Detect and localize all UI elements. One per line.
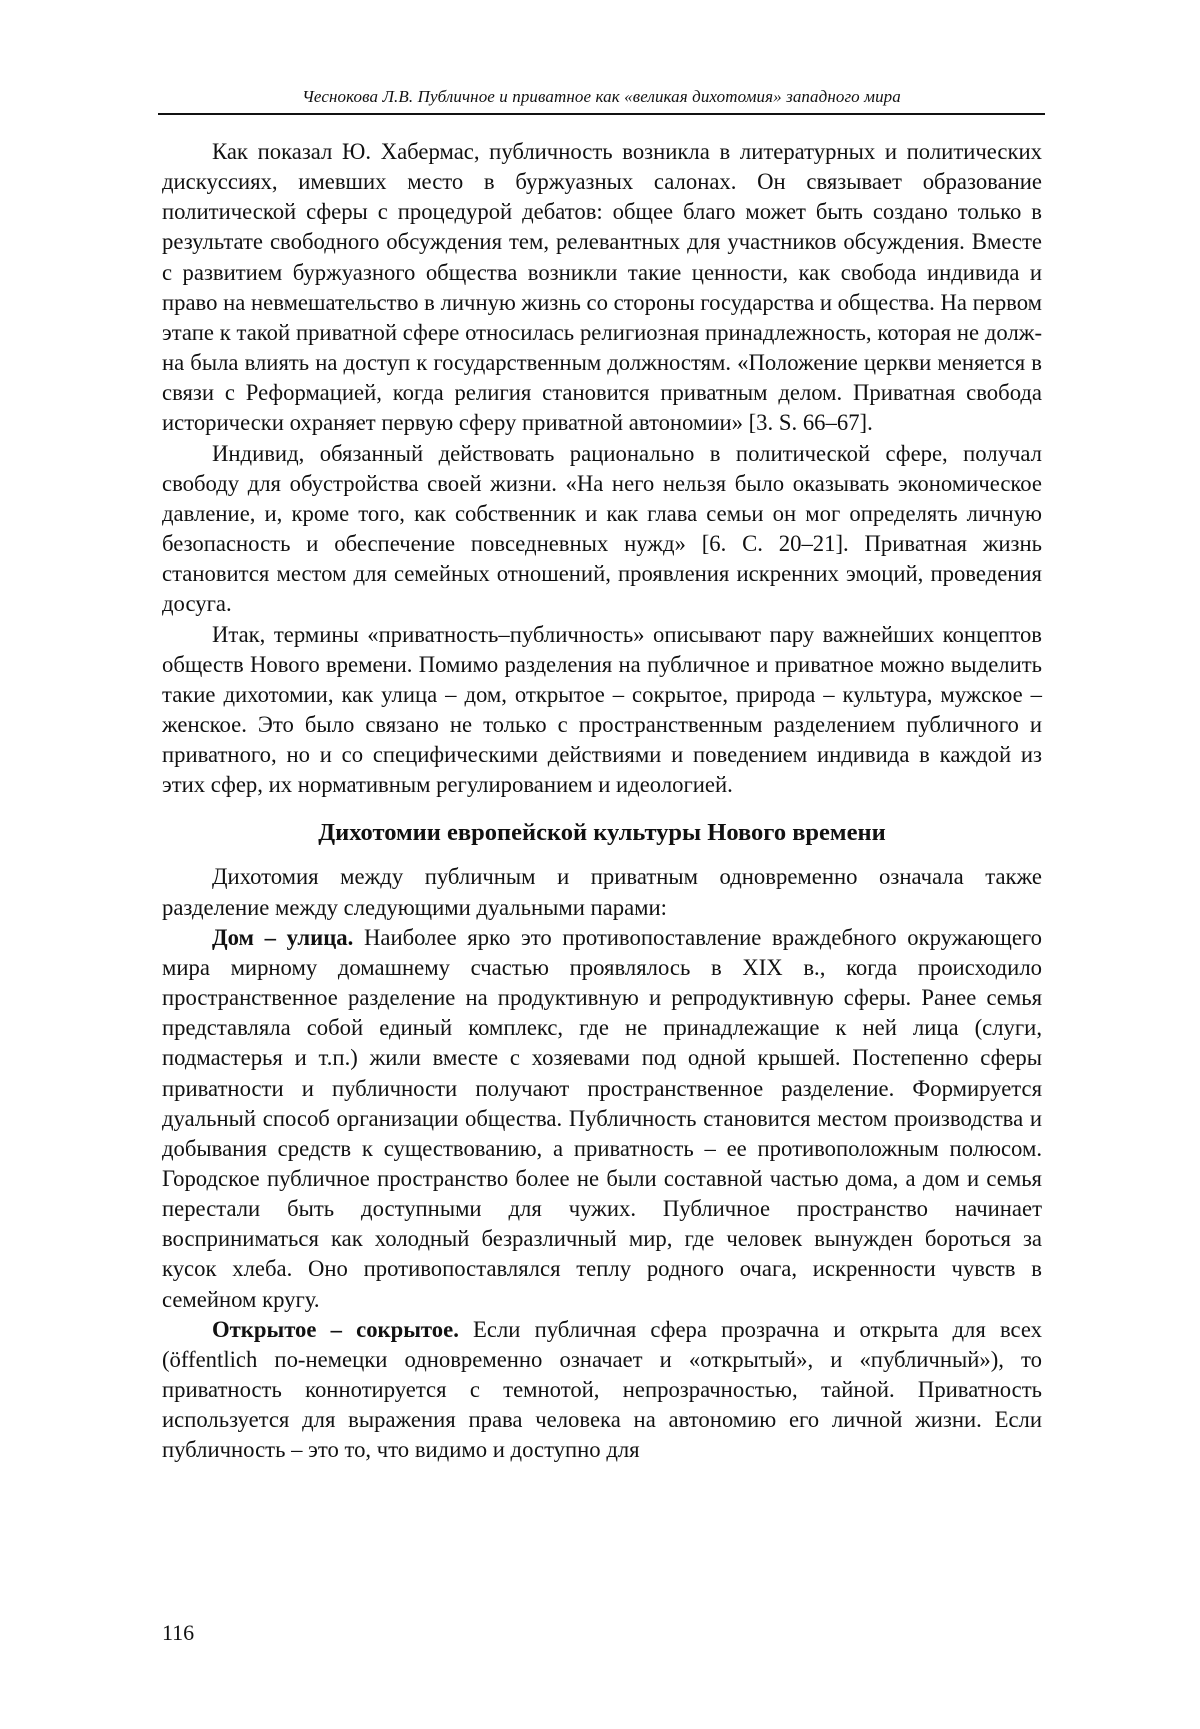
paragraph-5-text: Наиболее ярко это противопоставление враждебного окружающего мира мирному домашнему счастью проявлялось в XIX в., когда происходило пространственное разделение на продуктивную и репродуктивную сферы. Ранее семья представляла собой единый комплекс, где не принадлежащие к ней лица (слуги, подмастерья и т.п.) жили вместе с хозяевами под одной крышей. Постепенно сферы приватности и публичности получают пространственное разделение. Формируется дуальный способ организации общества. Публичность становится местом производства и добывания средств к существованию, а приватность – ее противоположным полюсом. Городское публичное пространство более не были составной частью дома, а дом и семья перестали быть доступными для чужих. Публичное пространство начинает восприниматься как холодный безразличный мир, где человек вынужден бороться за кусок хлеба. Оно противопоставлялся теплу родного очага, искренности чувств в семейном кругу.	[162, 924, 1042, 1312]
section-heading: Дихотомии европейской культуры Нового времени	[318, 819, 886, 847]
paragraph-4: Дихотомия между публичным и приватным одновременно означала также разделение между следующими дуальными парами:	[162, 864, 1042, 920]
header-rule	[158, 113, 1045, 115]
page-number: 116	[162, 1620, 195, 1645]
paragraph-5	[162, 923, 1042, 1315]
paragraph-6-lead: Открытое – сокрытое.	[212, 1316, 459, 1342]
paragraph-2: Индивид, обязанный действовать рационально в политической сфере, получал свободу для обустройства своей жизни. «На него нельзя было оказывать экономическое давление, и, кроме того, как собственник и как глава семьи он мог определять личную безопасность и обеспечение повседневных нужд» [6. С. 20–21]. Приватная жизнь становится местом для семейных отношений, проявления искренних эмоций, проведения досуга.	[162, 440, 1042, 617]
body-text	[162, 137, 1042, 1466]
paragraph-1: Как показал Ю. Хабермас, публичность возникла в литературных и политических дискуссиях, имевших место в буржуазных салонах. Он связывает образование политической сферы с процедурой дебатов: общее благо может быть создано только в результате свободного обсуждения тем, релевантных для участников обсуждения. Вместе с развитием буржуазного общества возникли такие ценности, как свобода индивида и право на невмешательство в личную жизнь со стороны государства и общества. На первом этапе к такой приватной сфере относилась религиозная принадлежность, которая не должна была влиять на доступ к государственным должностям. «Положение церкви меняется в связи с Реформацией, когда религия становится приватным делом. Приватная свобода исторически охраняет первую сферу приватной автономии» [3. S. 66–67].	[162, 139, 1042, 436]
running-head: Чеснокова Л.В. Публичное и приватное как «великая дихотомия» западного мира	[302, 87, 901, 106]
paragraph-5-lead: Дом – улица.	[212, 924, 354, 950]
paragraph-6-text: Если публичная сфера прозрачна и открыта для всех (öffentlich по-немецки одновременно означает и «открытый», и «публичный»), то приватность коннотируется с темнотой, непрозрачностью, тайной. Приватность используется для выражения права человека на автономию его личной жизни. Если публичность – это то, что видимо и доступно для	[162, 1316, 1042, 1463]
paragraph-6	[162, 1315, 1042, 1466]
paragraph-3: Итак, термины «приватность–публичность» описывают пару важнейших концептов обществ Нового времени. Помимо разделения на публичное и приватное можно выделить такие дихотомии, как улица – дом, открытое – сокрытое, природа – культура, мужское – женское. Это было связано не только с пространственным разделением публичного и приватного, но и со специфическими действиями и поведением индивида в каждой из этих сфер, их нормативным регулированием и идеологией.	[162, 621, 1042, 798]
